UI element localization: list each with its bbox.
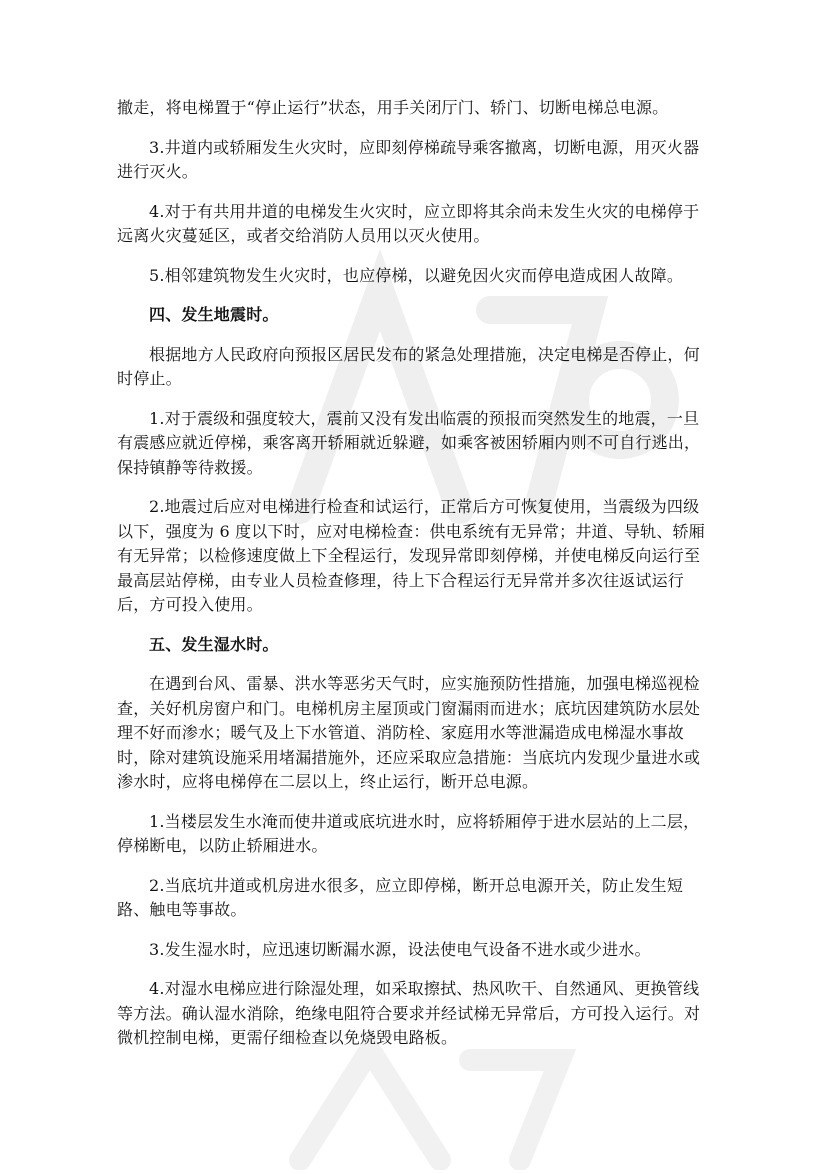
paragraph-fire-item-5: 5.相邻建筑物发生火灾时，也应停梯，以避免因火灾而停电造成困人故障。 [149, 265, 684, 285]
paragraph-earthquake-item-2: 2.地震过后应对电梯进行检查和试运行，正常后方可恢复使用，当震级为四级以下，强度为 6 度以下时，应对电梯检查：供电系统有无异常；井道、导轨、轿厢有无异常；以检修速度做上下全程运行，发现异常即刻停梯，并使电梯反向运行至最高层站停梯，由专业人员检查修理，待上下合程运行无异常并多次往返试运行后，方可投入使用。 [117, 497, 705, 614]
section-heading-flooding: 五、发生湿水时。 [149, 634, 279, 654]
paragraph-earthquake-intro: 根据地方人民政府向预报区居民发布的紧急处理措施，决定电梯是否停止，何时停止。 [117, 344, 700, 388]
paragraph-flooding-intro: 在遇到台风、雷暴、洪水等恶劣天气时，应实施预防性措施，加强电梯巡视检查，关好机房窗户和门。电梯机房主屋顶或门窗漏雨而进水；底坑因建筑防水层处理不好而渗水；暖气及上下水管道、消防栓、家庭用水等泄漏造成电梯湿水事故时，除对建筑设施采用堵漏措施外，还应采取应急措施：当底坑内发现少量进水或渗水时，应将电梯停在二层以上，终止运行，断开总电源。 [117, 674, 701, 791]
paragraph-continued: 撤走，将电梯置于“停止运行”状态，用手关闭厅门、轿门、切断电梯总电源。 [117, 98, 669, 117]
paragraph-flooding-item-4: 4.对湿水电梯应进行除湿处理，如采取擦拭、热风吹干、自然通风、更换管线等方法。确认湿水消除，绝缘电阻符合要求并经试梯无异常后，方可投入运行。对微机控制电梯，更需仔细检查以免烧毁电路板。 [117, 979, 701, 1047]
paragraph-fire-item-3: 3.井道内或轿厢发生火灾时，应即刻停梯疏导乘客撤离，切断电源，用灭火器进行灭火。 [117, 137, 700, 181]
paragraph-flooding-item-1: 1.当楼层发生水淹而使井道或底坑进水时，应将轿厢停于进水层站的上二层，停梯断电，以防止轿厢进水。 [117, 811, 700, 855]
paragraph-earthquake-item-1: 1.对于震级和强度较大，震前又没有发出临震的预报而突然发生的地震，一旦有震感应就近停梯，乘客离开轿厢就近躲避，如乘客被困轿厢内则不可自行逃出，保持镇静等待救援。 [117, 408, 701, 477]
document-body [117, 96, 711, 1066]
paragraph-flooding-item-2: 2.当底坑井道或机房进水很多，应立即停梯，断开总电源开关，防止发生短路、触电等事故。 [117, 875, 684, 919]
paragraph-fire-item-4: 4.对于有共用井道的电梯发生火灾时，应立即将其余尚未发生火灾的电梯停于远离火灾蔓延区，或者交给消防人员用以灭火使用。 [117, 201, 700, 245]
section-heading-earthquake: 四、发生地震时。 [149, 305, 279, 324]
paragraph-flooding-item-3: 3.发生湿水时，应迅速切断漏水源，设法使电气设备不进水或少进水。 [149, 939, 651, 959]
